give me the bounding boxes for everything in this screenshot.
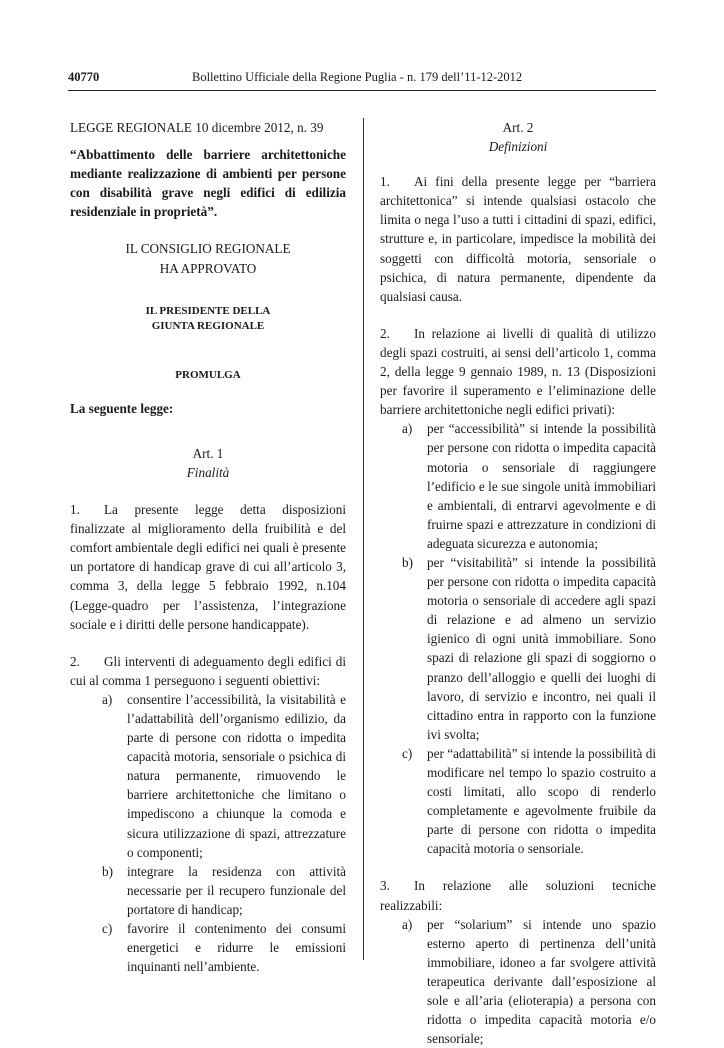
art2-p2-list (380, 419, 656, 858)
list-item (70, 919, 346, 976)
art2-paragraph-1 (380, 172, 656, 306)
list-item (380, 744, 656, 859)
art2-paragraph-3 (380, 876, 656, 914)
list-item (70, 862, 346, 919)
item-label: a) (402, 421, 413, 437)
header-rule (68, 90, 656, 91)
paragraph-number: 1. (70, 502, 80, 518)
law-subject: “Abbattimento delle barriere architettoniche mediante realizzazione di ambienti per persone con disabilità grave negli edifici di edilizia residenziale in proprietà”. (70, 147, 346, 220)
item-text: per “accessibilità” si intende la possibilità per persone con ridotta o impedita capacità motoria o sensoriale di raggiungere l’edificio e le sue singole unità immobiliari e ambientali, di entrarvi agevolmente e di fruirne spazi e attrezzature in condizioni di adeguata sicurezza e autonomia; (427, 421, 656, 551)
right-column (380, 118, 656, 1048)
left-column (70, 118, 346, 976)
art1-p2-list (70, 690, 346, 976)
column-divider (363, 118, 364, 960)
art1-paragraph-1 (70, 500, 346, 634)
art2-subtitle: Definizioni (488, 139, 548, 155)
publication-title: Bollettino Ufficiale della Regione Puglia - n. 179 dell’11-12-2012 (192, 70, 523, 84)
paragraph-text: In relazione alle soluzioni tecniche realizzabili: (380, 878, 656, 913)
paragraph-text: Gli interventi di adeguamento degli edifici di cui al comma 1 perseguono i seguenti obiettivi: (70, 653, 346, 688)
art1-subtitle: Finalità (186, 464, 230, 480)
paragraph-number: 2. (380, 325, 390, 341)
art2-title: Art. 2 (502, 120, 534, 135)
item-text: integrare la residenza con attività necessarie per il recupero funzionale del portatore di handicap; (127, 863, 346, 917)
paragraph-text: In relazione ai livelli di qualità di utilizzo degli spazi costruiti, ai sensi dell’articolo 1, comma 2, della legge 9 gennaio 1989, n. 13 (Disposizioni per favorire il superamento e l’eliminazione delle barriere architettoniche negli edifici privati): (380, 325, 656, 418)
art1-paragraph-2 (70, 652, 346, 690)
paragraph-text: Ai fini della presente legge per “barriera architettonica” si intende qualsiasi ostacolo che limita o nega l’uso a tutti i cittadini di spazi, edifici, strutture e, in particolare, impedisce la mobilità dei soggetti con difficoltà motoria, sensoriale o psichica, di natura permanente, dipendente da qualsiasi causa. (380, 174, 656, 304)
art1-title: Art. 1 (192, 445, 224, 461)
list-item (380, 915, 656, 1048)
page-number: 40770 (68, 70, 100, 84)
item-label: b) (402, 554, 413, 570)
item-label: a) (402, 916, 413, 932)
list-item (380, 419, 656, 553)
paragraph-text: La presente legge detta disposizioni finalizzate al miglioramento della fruibilità e del comfort ambientale degli edifici nei quali è presente un portatore di handicap grave di cui all’articolo 3, comma 3, della legge 5 febbraio 1992, n.104 (Legge-quadro per l’assistenza, l’integrazione sociale e i diritti delle persone handicappate). (70, 502, 346, 632)
item-label: b) (102, 863, 113, 879)
promulga-heading: PROMULGA (175, 368, 241, 381)
item-label: c) (102, 921, 113, 936)
paragraph-number: 2. (70, 653, 80, 669)
item-label: c) (402, 745, 413, 761)
law-title: LEGGE REGIONALE 10 dicembre 2012, n. 39 (70, 120, 324, 135)
paragraph-number: 1. (380, 174, 390, 190)
council-line-2: HA APPROVATO (159, 260, 257, 276)
president-line-1: IL PRESIDENTE DELLA (145, 304, 271, 317)
item-label: a) (102, 691, 113, 707)
item-text: per “solarium” si intende uno spazio esterno aperto di pertinenza dell’unità immobiliare, idoneo a far svolgere attività terapeutica derivante dall’esposizione al sole e all’aria (elioterapia) a persona con ridotta o impedita capacità motoria e/o sensoriale; (427, 916, 656, 1047)
seguente-legge: La seguente legge: (70, 400, 174, 416)
paragraph-number: 3. (380, 878, 390, 894)
art2-p3-list (380, 915, 656, 1048)
art2-paragraph-2 (380, 324, 656, 419)
list-item (70, 690, 346, 862)
item-text: per “adattabilità” si intende la possibilità di modificare nel tempo lo spazio costruito a costi limitati, allo scopo di renderlo completamente e agevolmente fruibile da parte di persone con ridotta o impedita capacità motoria o sensoriale. (427, 745, 656, 857)
item-text: per “visitabilità” si intende la possibilità per persone con ridotta o impedita capacità motoria o sensoriale di accedere agli spazi di relazione e ad almeno un servizio igienico di ogni unità immobiliare. Sono spazi di relazione gli spazi di soggiorno o pranzo dell’alloggio e quelli dei luoghi di lavoro, di servizio e incontro, nei quali il cittadino entra in rapporto con la funzione ivi svolta; (427, 554, 656, 742)
item-text: consentire l’accessibilità, la visitabilità e l’adattabilità dell’organismo edilizio, da parte di persone con ridotta o impedita capacità motoria, sensoriale o psichica di natura permanente, rimuovendo le barriere architettoniche che limitano o impediscono a chiunque la comoda e sicura utilizzazione di spazi, attrezzature o componenti; (127, 691, 346, 860)
council-line-1: IL CONSIGLIO REGIONALE (125, 241, 291, 257)
list-item (380, 553, 656, 744)
item-text: favorire il contenimento dei consumi energetici e ridurre le emissioni inquinanti nell’ambiente. (127, 921, 346, 975)
president-line-2: GIUNTA REGIONALE (151, 319, 265, 332)
